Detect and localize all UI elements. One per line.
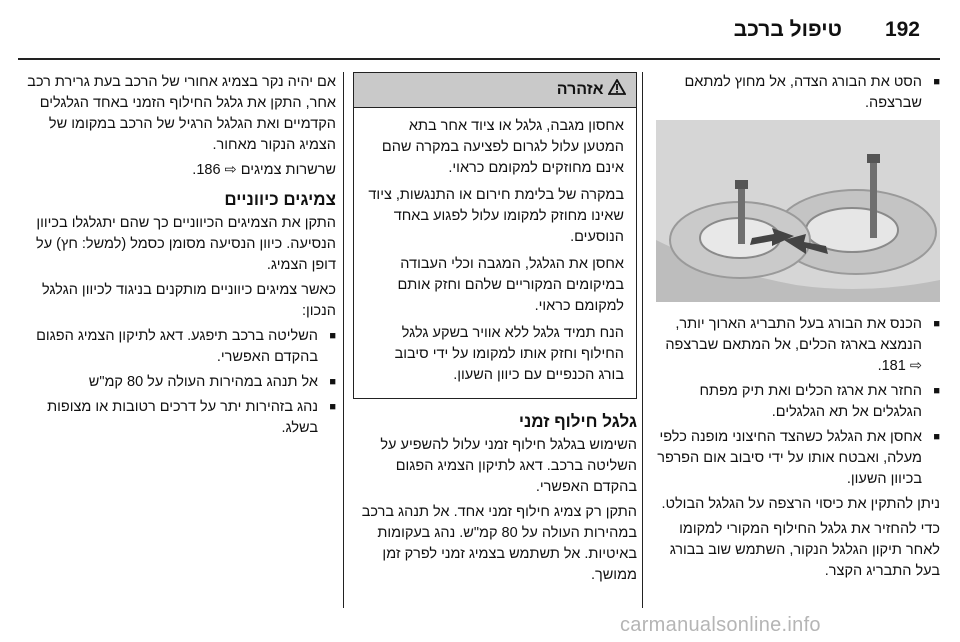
bullet-item: ■ הסט את הבורג הצדה, אל מחוץ למתאם שברצפה. <box>652 72 940 114</box>
warning-paragraph: אחסן את הגלגל, המגבה וכלי העבודה במיקומים המקוריים שלהם וחזק אותם למקומם כראוי. <box>397 256 624 314</box>
column-right <box>652 72 940 586</box>
paragraph: כאשר צמיגים כיווניים מותקנים בניגוד לכיוון הגלגל הנכון: <box>41 282 336 319</box>
warning-paragraph: במקרה של בלימת חירום או התנגשות, ציוד שאינו מחוזק למקומו עלול לפגוע באחד הנוסעים. <box>368 187 624 245</box>
paragraph: התקן רק צמיג חילוף זמני אחד. אל תנהג ברכב במהירות העולה על 80 קמ"ש. נהג בעקומות באיטיות. אל תשתמש בצמיג זמני לפרק זמן ממושך. <box>361 504 637 583</box>
warning-paragraph: הנח תמיד גלגל ללא אוויר בשקע גלגל החילוף וחזק אותו למקומו על ידי סיבוב בורג הכנפיים עם כיוון השעון. <box>394 325 624 383</box>
warning-header <box>354 73 636 108</box>
paragraph: אם יהיה נקר בצמיג אחורי של הרכב בעת גרירת רכב אחר, התקן את גלגל החילוף הזמני באחד הגלגלים הקדמיים ואת הגלגל הרגיל של הרכב במקומו של הצמיג הנקור מאחור. <box>27 74 336 153</box>
section-heading: צמיגים כיווניים <box>224 190 336 209</box>
paragraph: כדי להחזיר את גלגל החילוף המקורי למקומו לאחר תיקון הגלגל הנקור, השתמש שוב בבורג בעל התבריג הקצר. <box>669 521 940 579</box>
column-divider <box>343 72 344 608</box>
header-rule <box>18 58 940 60</box>
paragraph: התקן את הצמיגים הכיווניים כך שהם יתגלגלו בכיוון הנסיעה. כיוון הנסיעה מסומן כסמל (למשל: חץ) על דופן הצמיג. <box>36 215 336 273</box>
warning-title: אזהרה <box>556 81 604 99</box>
section-heading: גלגל חילוף זמני <box>518 412 637 431</box>
warning-paragraph: אחסון מגבה, גלגל או ציוד אחר בתא המטען עלול לגרום לפציעה במקרה שהם אינם מחוזקים למקומם כראוי. <box>381 118 624 176</box>
column-divider <box>642 72 643 608</box>
warning-box <box>353 72 637 399</box>
watermark: carmanualsonline.info <box>620 614 821 636</box>
bullet-item: ■ אחסן את הגלגל כשהצד החיצוני מופנה כלפי מעלה, ואבטח אותו על ידי סיבוב אום הפרפר בכיוון השעון. <box>652 427 940 490</box>
column-middle <box>353 72 637 590</box>
cross-reference: שרשרות צמיגים ⇨ 186. <box>192 162 336 178</box>
bullet-item: ■ החזר את ארגז הכלים ואת תיק מפתח הגלגלים אל תא הגלגלים. <box>652 381 940 423</box>
paragraph: ניתן להתקין את כיסוי הרצפה על הגלגל הבולט. <box>661 496 940 512</box>
paragraph: השימוש בגלגל חילוף זמני עלול להשפיע על השליטה ברכב. דאג לתיקון הצמיג הפגום בהקדם האפשרי. <box>380 437 637 495</box>
page-header <box>0 12 960 48</box>
bullet-item: ■ השליטה ברכב תיפגע. דאג לתיקון הצמיג הפגום בהקדם האפשרי. <box>18 326 336 368</box>
spare-wheel-bolt-illustration <box>656 120 940 302</box>
warning-triangle-icon <box>608 79 626 101</box>
page-number: 192 <box>884 18 920 41</box>
bullet-item: ■ נהג בזהירות יתר על דרכים רטובות או מצופות בשלג. <box>18 397 336 439</box>
bullet-item: ■ אל תנהג במהירות העולה על 80 קמ"ש <box>18 372 336 393</box>
page-title: טיפול ברכב <box>733 18 842 41</box>
column-left <box>18 72 336 443</box>
bullet-item: ■ הכנס את הבורג בעל התבריג הארוך יותר, הנמצא בארגז הכלים, אל המתאם שברצפה ⇨ 181. <box>652 314 940 377</box>
warning-body <box>354 108 636 398</box>
